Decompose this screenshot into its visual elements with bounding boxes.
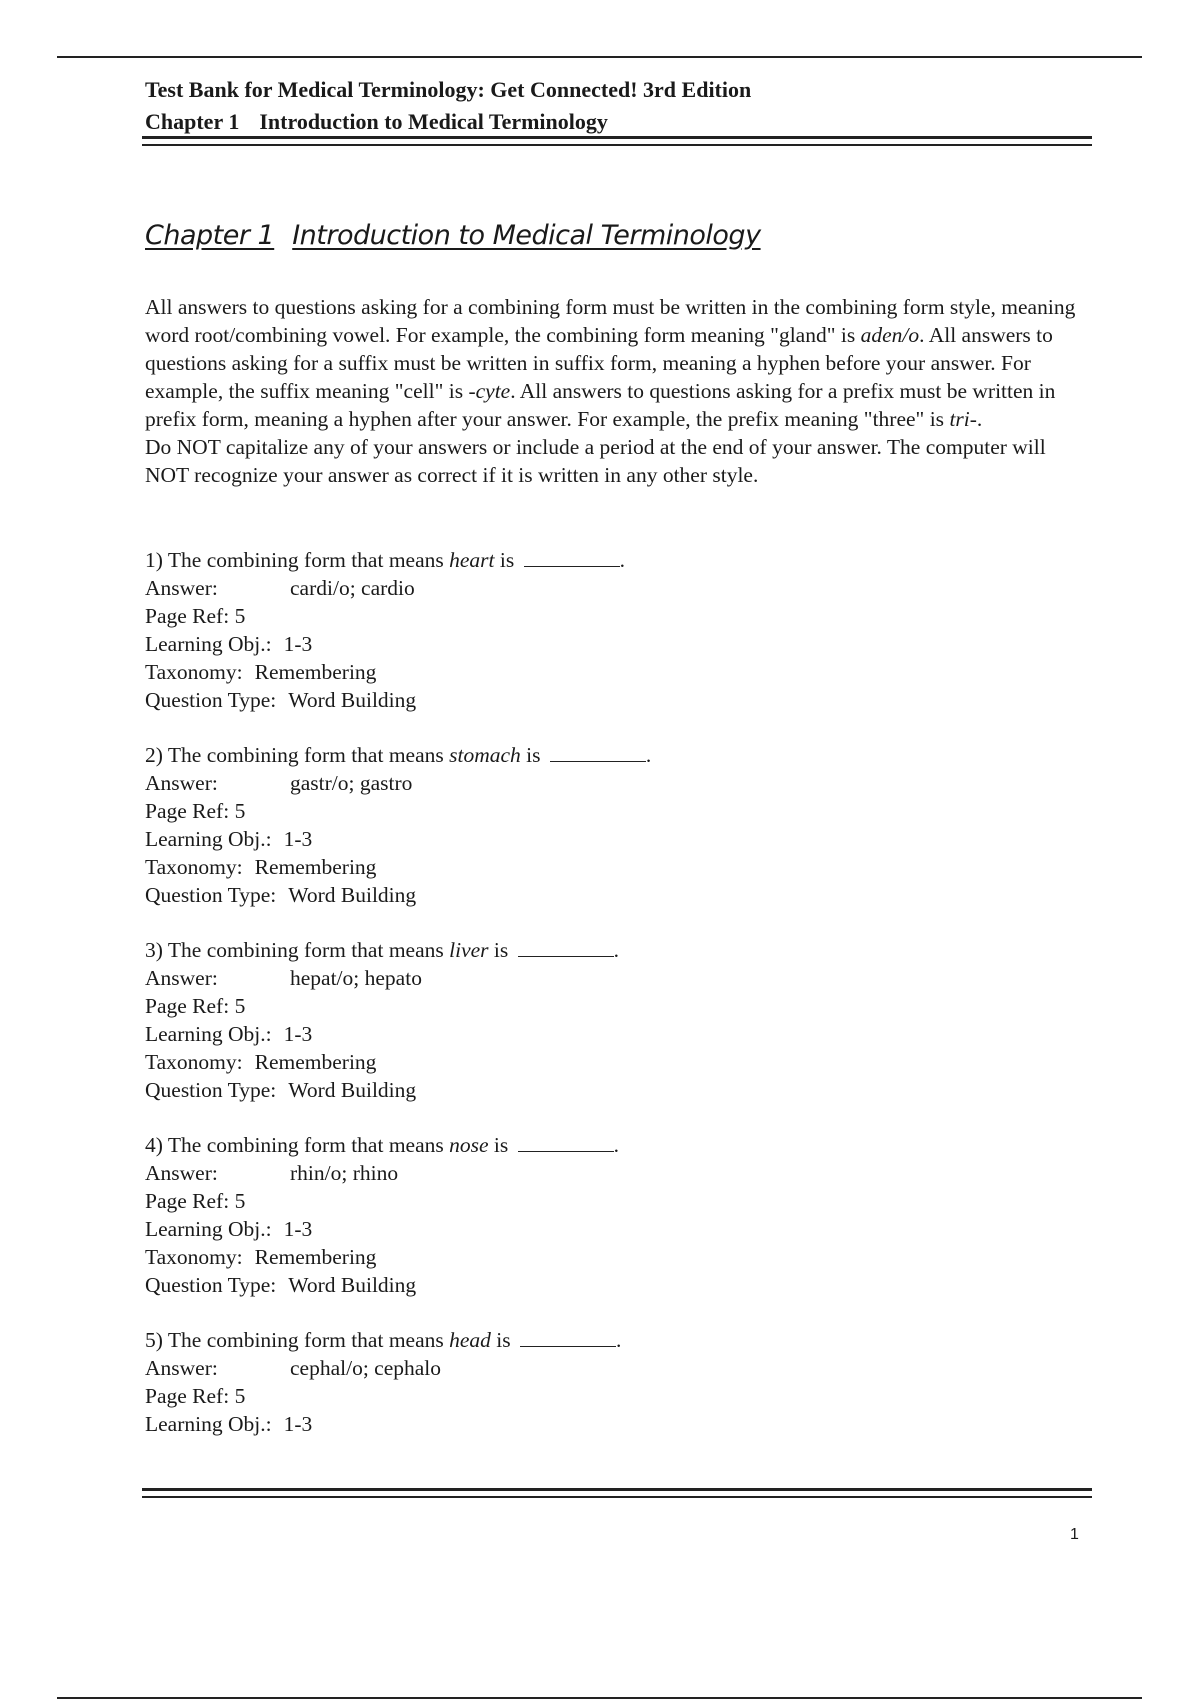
learning-obj-value: 1-3	[283, 827, 313, 851]
question-prompt: 2) The combining form that means stomach is .	[145, 743, 652, 767]
question-item: 2) The combining form that means stomach is . Answer: gastr/o; gastro Page Ref: 5 Learning Obj.: 1-3 Taxonomy: Remembering Question Type: Word Building	[145, 741, 1085, 909]
answer-blank	[518, 1133, 614, 1152]
instructions-paragraph-2: Do NOT capitalize any of your answers or include a period at the end of your answer. The computer will NOT recognize your answer as correct if it is written in any other style.	[145, 435, 1046, 487]
page-ref-value: 5	[234, 1384, 246, 1408]
answer-value: cardi/o; cardio	[290, 576, 415, 600]
page-ref-value: 5	[234, 604, 246, 628]
answer-blank	[518, 938, 614, 957]
header-chapter-title: Introduction to Medical Terminology	[259, 109, 608, 134]
question-type-value: Word Building	[288, 1273, 417, 1297]
question-item: 4) The combining form that means nose is . Answer: rhin/o; rhino Page Ref: 5 Learning Obj.: 1-3 Taxonomy: Remembering Question Type: Word Building	[145, 1131, 1085, 1299]
answer-blank	[524, 548, 620, 567]
question-prompt: 3) The combining form that means liver is .	[145, 938, 619, 962]
page-ref-value: 5	[234, 799, 246, 823]
answer-blank	[520, 1328, 616, 1347]
chapter-heading-number: Chapter 1	[145, 220, 275, 251]
question-type-value: Word Building	[288, 688, 417, 712]
chapter-heading	[145, 220, 761, 251]
page-ref-value: 5	[234, 994, 246, 1018]
header-chapter	[145, 106, 751, 138]
question-prompt: 4) The combining form that means nose is .	[145, 1133, 620, 1157]
header-book-title: Test Bank for Medical Terminology: Get Connected! 3rd Edition	[145, 77, 752, 102]
instructions	[145, 293, 1085, 489]
taxonomy-value: Remembering	[254, 660, 377, 684]
answer-value: cephal/o; cephalo	[290, 1356, 442, 1380]
question-list	[145, 546, 1085, 1465]
header-double-rule	[142, 136, 1092, 146]
question-type-value: Word Building	[288, 1078, 417, 1102]
learning-obj-value: 1-3	[283, 1022, 313, 1046]
page-number: 1	[1070, 1526, 1079, 1543]
taxonomy-value: Remembering	[254, 1050, 377, 1074]
question-item: 5) The combining form that means head is . Answer: cephal/o; cephalo Page Ref: 5 Learning Obj.: 1-3	[145, 1326, 1085, 1438]
answer-value: rhin/o; rhino	[290, 1161, 399, 1185]
learning-obj-value: 1-3	[283, 1217, 313, 1241]
taxonomy-value: Remembering	[254, 1245, 377, 1269]
header-chapter-number: Chapter 1	[145, 109, 240, 134]
footer-double-rule	[142, 1488, 1092, 1498]
top-page-border	[57, 56, 1142, 58]
running-header	[145, 74, 751, 138]
taxonomy-value: Remembering	[254, 855, 377, 879]
chapter-heading-title: Introduction to Medical Terminology	[292, 220, 761, 251]
question-prompt: 1) The combining form that means heart is .	[145, 548, 625, 572]
learning-obj-value: 1-3	[283, 1412, 313, 1436]
answer-value: gastr/o; gastro	[290, 771, 413, 795]
question-item: 3) The combining form that means liver is . Answer: hepat/o; hepato Page Ref: 5 Learning Obj.: 1-3 Taxonomy: Remembering Question Type: Word Building	[145, 936, 1085, 1104]
instructions-paragraph-1: All answers to questions asking for a combining form must be written in the combining form style, meaning word root/combining vowel. For example, the combining form meaning "gland" is aden/o. All answers to questions asking for a suffix must be written in suffix form, meaning a hyphen before your answer. For example, the suffix meaning "cell" is -cyte. All answers to questions asking for a prefix must be written in prefix form, meaning a hyphen after your answer. For example, the prefix meaning "three" is tri-.	[145, 295, 1076, 431]
answer-value: hepat/o; hepato	[290, 966, 422, 990]
question-type-value: Word Building	[288, 883, 417, 907]
answer-blank	[550, 743, 646, 762]
page-ref-value: 5	[234, 1189, 246, 1213]
question-item: 1) The combining form that means heart is . Answer: cardi/o; cardio Page Ref: 5 Learning Obj.: 1-3 Taxonomy: Remembering Question Type: Word Building	[145, 546, 1085, 714]
question-prompt: 5) The combining form that means head is .	[145, 1328, 622, 1352]
bottom-page-border	[57, 1697, 1142, 1699]
learning-obj-value: 1-3	[283, 632, 313, 656]
